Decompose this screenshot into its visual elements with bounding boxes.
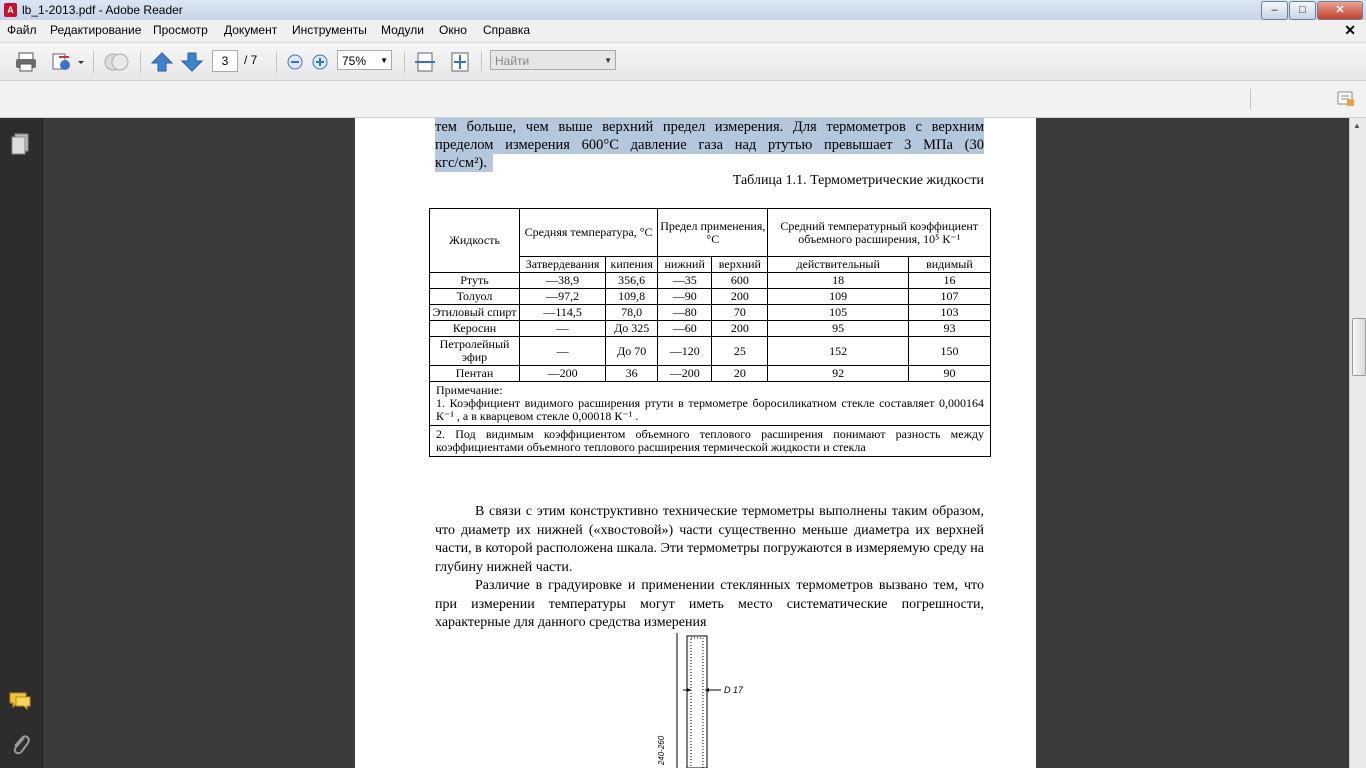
table-cell: 150 (908, 337, 990, 366)
table-cell: 107 (908, 289, 990, 305)
note-title: Примечание: (436, 383, 503, 397)
table-subheader: верхний (712, 257, 768, 273)
menu-plugins[interactable]: Модули (381, 23, 424, 37)
selected-text-line[interactable]: тем больше, чем выше верхний предел измерения. Для термометров с верхним (435, 119, 984, 135)
menu-help[interactable]: Справка (483, 23, 531, 37)
menu-tools[interactable]: Инструменты (292, 23, 367, 37)
vertical-scrollbar[interactable] (1349, 118, 1366, 768)
chevron-down-icon: ▼ (380, 56, 388, 65)
table-subheader: нижний (658, 257, 712, 273)
document-close-button[interactable]: ✕ (1344, 22, 1356, 38)
body-paragraph: Различие в градуировке и применении стеклянных термометров вызвано тем, что при измерении температуры могут иметь место систематические погрешности, характерные для данного средства измерения (435, 578, 984, 630)
table-cell: —97,2 (520, 289, 606, 305)
next-page-icon[interactable] (180, 51, 204, 73)
table-cell: 109 (768, 289, 908, 305)
maximize-button[interactable]: □ (1289, 1, 1316, 20)
zoom-level-select[interactable] (337, 50, 392, 70)
table-cell: 90 (908, 366, 990, 382)
note-item: 2. Под видимым коэффициентом объемного теплового расширения понимают разность между коэффициентами объемного теплового расширения термической жидкости и стекла (430, 426, 991, 457)
table-subheader: Затвердевания (520, 257, 606, 273)
table-row (430, 289, 991, 305)
table-cell: Этиловый спирт (430, 305, 520, 321)
table-cell: —38,9 (520, 273, 606, 289)
table-header: Жидкость (430, 209, 520, 273)
table-cell: Пентан (430, 366, 520, 382)
find-placeholder: Найти (495, 54, 530, 68)
table-row (430, 273, 991, 289)
pages-icon[interactable] (9, 132, 31, 156)
table-row (430, 366, 991, 382)
table-row (430, 337, 991, 366)
print-icon[interactable] (14, 51, 38, 73)
menu-file[interactable]: Файл (7, 23, 37, 37)
table-cell: 356,6 (606, 273, 658, 289)
close-button[interactable]: ✕ (1317, 1, 1363, 20)
page-number-input[interactable]: 3 (212, 50, 238, 72)
table-cell: —90 (658, 289, 712, 305)
table-subheader: видимый (908, 257, 990, 273)
table-subheader: кипения (606, 257, 658, 273)
table-header: Средняя температура, °С (520, 209, 658, 257)
note-item: 1. Коэффициент видимого расширения ртути в термометре боросиликатном стекле составляет 0,000164 К⁻¹ , а в кварцевом стекле 0,00018 К⁻¹ . (436, 396, 984, 423)
table-header: Предел применения, °С (658, 209, 768, 257)
table-cell: До 70 (606, 337, 658, 366)
table-cell: 78,0 (606, 305, 658, 321)
window-title: lb_1-2013.pdf - Adobe Reader (22, 3, 183, 17)
scroll-up-icon[interactable]: ▲ (1353, 121, 1361, 130)
secondary-toolbar (0, 81, 1366, 118)
table-cell: До 325 (606, 321, 658, 337)
table-cell: 103 (908, 305, 990, 321)
table-row (430, 305, 991, 321)
table-cell: 105 (768, 305, 908, 321)
table-cell: —120 (658, 337, 712, 366)
dimension-label: D 17 (724, 685, 744, 695)
table-cell: 18 (768, 273, 908, 289)
thermometer-drawing (655, 628, 765, 768)
table-cell: Петролейный эфир (430, 337, 520, 366)
body-paragraph: В связи с этим конструктивно технические термометры выполнены таким образом, что диаметр их нижней («хвостовой») части существенно меньше диаметра их верхней части, в которой расположена шкала. Эти термометры погружаются в измеряемую среду на глубину нижней части. (435, 504, 984, 575)
table-subheader: действительный (768, 257, 908, 273)
fit-width-icon[interactable] (413, 51, 437, 73)
table-cell: —60 (658, 321, 712, 337)
table-cell: Керосин (430, 321, 520, 337)
table-cell: 20 (712, 366, 768, 382)
toolbar-divider (276, 51, 277, 73)
table-cell: — (520, 321, 606, 337)
table-cell: —35 (658, 273, 712, 289)
menu-view[interactable]: Просмотр (153, 23, 208, 37)
table-cell: —200 (658, 366, 712, 382)
main-toolbar (0, 43, 1366, 81)
comment-panel-icon[interactable] (1336, 90, 1356, 108)
toolbar-divider (140, 51, 141, 73)
scrollbar-thumb[interactable] (1352, 318, 1366, 376)
navigation-panel (0, 118, 43, 768)
zoom-level-value: 75% (342, 54, 367, 68)
menu-document[interactable]: Документ (224, 23, 278, 37)
toolbar-divider (1250, 89, 1251, 109)
length-label: 240-260 (657, 735, 667, 766)
thermometric-liquids-table (429, 208, 991, 457)
attachments-icon[interactable] (9, 732, 31, 756)
menu-window[interactable]: Окно (439, 23, 467, 37)
table-cell: 109,8 (606, 289, 658, 305)
toolbar-divider (404, 51, 405, 73)
toolbar-divider (481, 51, 482, 73)
collaborate-icon (103, 51, 131, 73)
find-input[interactable] (490, 50, 616, 70)
previous-page-icon[interactable] (150, 51, 174, 73)
toolbar-divider (93, 51, 94, 73)
selected-text-line[interactable]: пределом измерения 600°С давление газа над ртутью превышает 3 МПа (30 (435, 137, 984, 153)
table-cell: 25 (712, 337, 768, 366)
page-total-label: / 7 (244, 53, 258, 67)
adobe-reader-icon: A (4, 3, 17, 17)
table-cell: 70 (712, 305, 768, 321)
menu-edit[interactable]: Редактирование (50, 23, 142, 37)
table-cell: 152 (768, 337, 908, 366)
title-bar (0, 0, 1366, 20)
table-cell: 36 (606, 366, 658, 382)
share-icon[interactable] (50, 51, 84, 73)
table-cell: 200 (712, 289, 768, 305)
table-cell: —80 (658, 305, 712, 321)
table-cell: Толуол (430, 289, 520, 305)
table-header: Средний температурный коэффициент объемного расширения, 10⁵ К⁻¹ (768, 209, 991, 257)
table-row (430, 321, 991, 337)
minimize-button[interactable]: ‒ (1261, 1, 1288, 20)
menu-bar (0, 20, 1366, 43)
comments-icon[interactable] (8, 690, 32, 712)
table-cell: 92 (768, 366, 908, 382)
table-cell: 93 (908, 321, 990, 337)
table-cell: 16 (908, 273, 990, 289)
table-cell: Ртуть (430, 273, 520, 289)
table-cell: 200 (712, 321, 768, 337)
fit-page-icon[interactable] (448, 51, 472, 73)
table-cell: 95 (768, 321, 908, 337)
zoom-out-icon[interactable] (285, 51, 305, 73)
selected-text-line[interactable]: кгс/см²). (435, 154, 493, 172)
table-caption: Таблица 1.1. Термометрические жидкости (732, 173, 984, 188)
document-page (355, 118, 1036, 768)
table-cell: —114,5 (520, 305, 606, 321)
table-cell: 600 (712, 273, 768, 289)
table-cell: —200 (520, 366, 606, 382)
table-note (430, 382, 991, 426)
table-cell: — (520, 337, 606, 366)
chevron-down-icon: ▼ (604, 56, 612, 65)
zoom-in-icon[interactable] (310, 51, 330, 73)
